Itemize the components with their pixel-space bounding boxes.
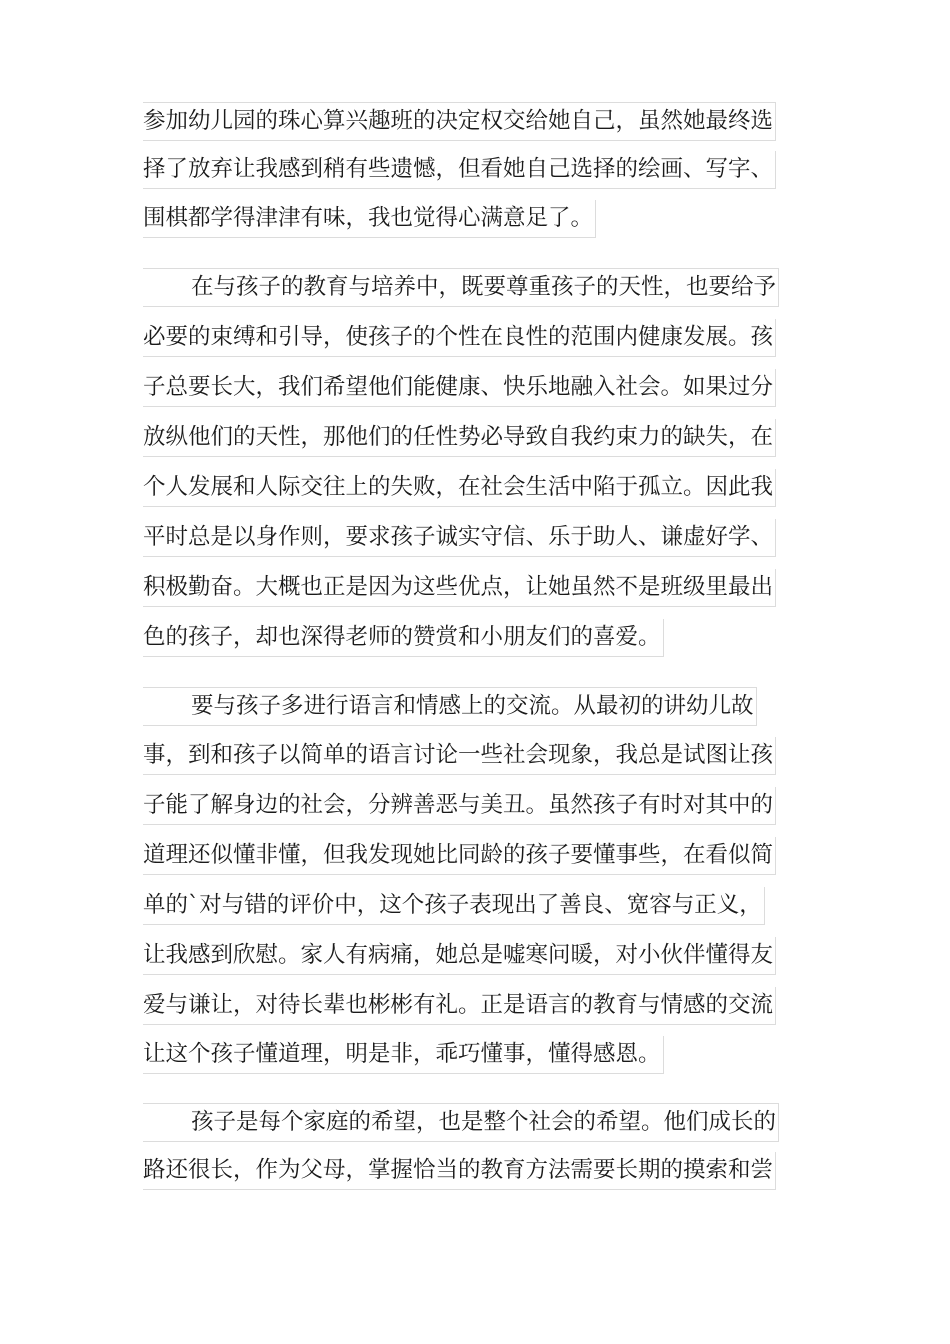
text-line: 子能了解身边的社会，分辨善恶与美丑。虽然孩子有时对其中的 <box>143 787 776 825</box>
text-line: 参加幼儿园的珠心算兴趣班的决定权交给她自己，虽然她最终选 <box>143 102 776 141</box>
text-line: 择了放弃让我感到稍有些遗憾，但看她自己选择的绘画、写字、 <box>143 151 776 189</box>
text-line: 放纵他们的天性，那他们的任性势必导致自我约束力的缺失，在 <box>143 419 776 457</box>
text-line: 子总要长大，我们希望他们能健康、快乐地融入社会。如果过分 <box>143 369 776 407</box>
text-line: 让这个孩子懂道理，明是非，乖巧懂事，懂得感恩。 <box>143 1036 664 1074</box>
text-line: 必要的束缚和引导，使孩子的个性在良性的范围内健康发展。孩 <box>143 319 776 357</box>
text-line: 围棋都学得津津有味，我也觉得心满意足了。 <box>143 200 596 238</box>
text-line: 个人发展和人际交往上的失败，在社会生活中陷于孤立。因此我 <box>143 469 776 507</box>
text-line: 爱与谦让，对待长辈也彬彬有礼。正是语言的教育与情感的交流 <box>143 987 776 1025</box>
text-line: 事，到和孩子以简单的语言讨论一些社会现象，我总是试图让孩 <box>143 737 776 775</box>
text-line: 单的`对与错的评价中，这个孩子表现出了善良、宽容与正义， <box>143 887 765 925</box>
text-line: 路还很长，作为父母，掌握恰当的教育方法需要长期的摸索和尝 <box>143 1152 776 1190</box>
text-line: 在与孩子的教育与培养中，既要尊重孩子的天性，也要给予 <box>143 268 779 307</box>
text-line: 色的孩子，却也深得老师的赞赏和小朋友们的喜爱。 <box>143 619 664 657</box>
text-line: 让我感到欣慰。家人有病痛，她总是嘘寒问暖，对小伙伴懂得友 <box>143 937 776 975</box>
text-line: 孩子是每个家庭的希望，也是整个社会的希望。他们成长的 <box>143 1103 779 1142</box>
text-line: 平时总是以身作则，要求孩子诚实守信、乐于助人、谦虚好学、 <box>143 519 776 557</box>
text-line: 要与孩子多进行语言和情感上的交流。从最初的讲幼儿故 <box>143 687 757 726</box>
text-line: 道理还似懂非懂，但我发现她比同龄的孩子要懂事些，在看似简 <box>143 837 776 875</box>
text-line: 积极勤奋。大概也正是因为这些优点，让她虽然不是班级里最出 <box>143 569 776 607</box>
